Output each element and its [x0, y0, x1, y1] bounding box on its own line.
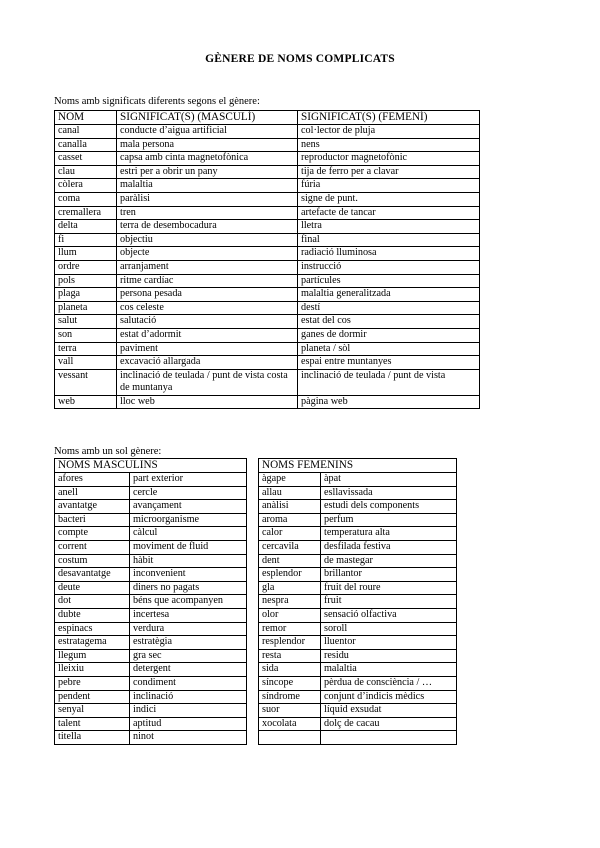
meaning-cell: aptitud	[130, 717, 247, 731]
femeni-cell: tija de ferro per a clavar	[298, 165, 480, 179]
nom-cell: clau	[55, 165, 117, 179]
meaning-cell: gra sec	[130, 649, 247, 663]
meaning-cell: soroll	[321, 622, 457, 636]
noun-cell	[259, 731, 321, 745]
meaning-cell: microorganisme	[130, 513, 247, 527]
table-row	[259, 622, 457, 636]
header-femenins: NOMS FEMENINS	[259, 459, 457, 473]
meaning-cell: incertesa	[130, 608, 247, 622]
header-femeni: SIGNIFICAT(S) (FEMENÍ)	[298, 111, 480, 125]
table-row	[55, 690, 247, 704]
meaning-cell: esllavissada	[321, 486, 457, 500]
table-row	[55, 595, 247, 609]
table-row	[259, 595, 457, 609]
meaning-cell: dolç de cacau	[321, 717, 457, 731]
noun-cell: espinacs	[55, 622, 130, 636]
feminine-nouns-table	[258, 458, 457, 745]
noun-cell: deute	[55, 581, 130, 595]
nom-cell: canalla	[55, 138, 117, 152]
nom-cell: salut	[55, 315, 117, 329]
noun-cell: costum	[55, 554, 130, 568]
table-row	[259, 568, 457, 582]
table-row	[55, 233, 480, 247]
nom-cell: vall	[55, 356, 117, 370]
meaning-cell: càlcul	[130, 527, 247, 541]
nom-cell: web	[55, 395, 117, 409]
femeni-cell: espai entre muntanyes	[298, 356, 480, 370]
meaning-cell: verdura	[130, 622, 247, 636]
nom-cell: planeta	[55, 301, 117, 315]
masculi-cell: inclinació de teulada / punt de vista costa de muntanya	[117, 369, 298, 395]
table-header-row	[55, 111, 480, 125]
femeni-cell: lletra	[298, 220, 480, 234]
table-row	[55, 260, 480, 274]
masculi-cell: capsa amb cinta magnetofònica	[117, 152, 298, 166]
nom-cell: plaga	[55, 288, 117, 302]
femeni-cell: fúria	[298, 179, 480, 193]
noun-cell: talent	[55, 717, 130, 731]
meaning-cell: moviment de fluid	[130, 540, 247, 554]
femeni-cell: ganes de dormir	[298, 328, 480, 342]
meaning-cell	[321, 731, 457, 745]
table-header-row	[55, 459, 247, 473]
nom-cell: cremallera	[55, 206, 117, 220]
table-row	[259, 500, 457, 514]
table-row	[55, 315, 480, 329]
nom-cell: ordre	[55, 260, 117, 274]
femeni-cell: artefacte de tancar	[298, 206, 480, 220]
table-row	[259, 581, 457, 595]
noun-cell: suor	[259, 704, 321, 718]
table-row	[259, 663, 457, 677]
noun-cell: síndrome	[259, 690, 321, 704]
table-row	[55, 125, 480, 139]
table-row	[55, 568, 247, 582]
masculi-cell: malaltia	[117, 179, 298, 193]
table-row	[259, 473, 457, 487]
table-row	[55, 356, 480, 370]
noun-cell: estratagema	[55, 636, 130, 650]
masculi-cell: conducte d’aigua artificial	[117, 125, 298, 139]
femeni-cell: malaltia generalitzada	[298, 288, 480, 302]
meaning-cell: fruit del roure	[321, 581, 457, 595]
nom-cell: fi	[55, 233, 117, 247]
noun-cell: remor	[259, 622, 321, 636]
masculi-cell: paràlisi	[117, 192, 298, 206]
table-row	[55, 274, 480, 288]
meaning-cell: malaltia	[321, 663, 457, 677]
table-header-row	[259, 459, 457, 473]
masculi-cell: ritme cardíac	[117, 274, 298, 288]
noun-cell: aroma	[259, 513, 321, 527]
table-row	[259, 527, 457, 541]
table-row	[55, 206, 480, 220]
masculi-cell: arranjament	[117, 260, 298, 274]
table-row	[55, 717, 247, 731]
meaning-cell: conjunt d’indicis mèdics	[321, 690, 457, 704]
noun-cell: lleixiu	[55, 663, 130, 677]
noun-cell: bacteri	[55, 513, 130, 527]
table-row	[259, 690, 457, 704]
nom-cell: canal	[55, 125, 117, 139]
table-row	[55, 540, 247, 554]
noun-cell: calor	[259, 527, 321, 541]
masculi-cell: excavació allargada	[117, 356, 298, 370]
table-row	[55, 704, 247, 718]
noun-cell: llegum	[55, 649, 130, 663]
masculi-cell: objectiu	[117, 233, 298, 247]
masculi-cell: cos celeste	[117, 301, 298, 315]
femeni-cell: inclinació de teulada / punt de vista	[298, 369, 480, 395]
section1-label: Noms amb significats diferents segons el gènere:	[54, 96, 260, 107]
noun-cell: desavantatge	[55, 568, 130, 582]
masculi-cell: persona pesada	[117, 288, 298, 302]
meaning-cell: part exterior	[130, 473, 247, 487]
meaning-cell: béns que acompanyen	[130, 595, 247, 609]
table-row	[55, 152, 480, 166]
table-row	[55, 527, 247, 541]
noun-cell: afores	[55, 473, 130, 487]
femeni-cell: pàgina web	[298, 395, 480, 409]
noun-cell: senyal	[55, 704, 130, 718]
femeni-cell: signe de punt.	[298, 192, 480, 206]
noun-cell: olor	[259, 608, 321, 622]
table-row	[259, 540, 457, 554]
table-row	[55, 288, 480, 302]
table-row	[55, 192, 480, 206]
meaning-cell: cercle	[130, 486, 247, 500]
nom-cell: coma	[55, 192, 117, 206]
nom-cell: terra	[55, 342, 117, 356]
meaning-cell: inclinació	[130, 690, 247, 704]
noun-cell: xocolata	[259, 717, 321, 731]
noun-cell: resplendor	[259, 636, 321, 650]
noun-cell: dot	[55, 595, 130, 609]
masculi-cell: salutació	[117, 315, 298, 329]
table-row	[55, 369, 480, 395]
header-masculi: SIGNIFICAT(S) (MASCULÍ)	[117, 111, 298, 125]
table-row	[55, 731, 247, 745]
meaning-cell: residu	[321, 649, 457, 663]
femeni-cell: instrucció	[298, 260, 480, 274]
masculi-cell: terra de desembocadura	[117, 220, 298, 234]
meaning-cell: brillantor	[321, 568, 457, 582]
meaning-cell: hàbit	[130, 554, 247, 568]
table-row	[259, 704, 457, 718]
femeni-cell: reproductor magnetofònic	[298, 152, 480, 166]
nom-cell: pols	[55, 274, 117, 288]
table-row	[259, 731, 457, 745]
table-row	[55, 247, 480, 261]
nom-cell: còlera	[55, 179, 117, 193]
noun-cell: anell	[55, 486, 130, 500]
table-row	[55, 500, 247, 514]
noun-cell: resta	[259, 649, 321, 663]
femeni-cell: radiació lluminosa	[298, 247, 480, 261]
meaning-cell: desfilada festiva	[321, 540, 457, 554]
meaning-cell: de mastegar	[321, 554, 457, 568]
femeni-cell: destí	[298, 301, 480, 315]
nom-cell: delta	[55, 220, 117, 234]
meaning-cell: fruit	[321, 595, 457, 609]
table-row	[55, 622, 247, 636]
noun-cell: compte	[55, 527, 130, 541]
meaning-cell: diners no pagats	[130, 581, 247, 595]
noun-cell: gla	[259, 581, 321, 595]
table-row	[55, 486, 247, 500]
noun-cell: nespra	[259, 595, 321, 609]
masculi-cell: paviment	[117, 342, 298, 356]
nom-cell: vessant	[55, 369, 117, 395]
table-row	[55, 473, 247, 487]
meaning-cell: líquid exsudat	[321, 704, 457, 718]
table-row	[55, 676, 247, 690]
femeni-cell: partícules	[298, 274, 480, 288]
meaning-cell: inconvenient	[130, 568, 247, 582]
meaning-cell: condiment	[130, 676, 247, 690]
meaning-cell: sensació olfactiva	[321, 608, 457, 622]
meaning-cell: lluentor	[321, 636, 457, 650]
femeni-cell: final	[298, 233, 480, 247]
meaning-cell: perfum	[321, 513, 457, 527]
masculi-cell: objecte	[117, 247, 298, 261]
header-nom: NOM	[55, 111, 117, 125]
masculi-cell: estri per a obrir un pany	[117, 165, 298, 179]
nom-cell: llum	[55, 247, 117, 261]
noun-cell: anàlisi	[259, 500, 321, 514]
noun-cell: dubte	[55, 608, 130, 622]
meaning-cell: temperatura alta	[321, 527, 457, 541]
table-row	[55, 663, 247, 677]
table-row	[259, 608, 457, 622]
noun-cell: allau	[259, 486, 321, 500]
meaning-cell: estudi dels components	[321, 500, 457, 514]
noun-cell: dent	[259, 554, 321, 568]
table-row	[55, 636, 247, 650]
noun-cell: esplendor	[259, 568, 321, 582]
femeni-cell: estat del cos	[298, 315, 480, 329]
meaning-cell: estratègia	[130, 636, 247, 650]
table-row	[259, 676, 457, 690]
table-row	[55, 554, 247, 568]
table-row	[55, 513, 247, 527]
masculi-cell: mala persona	[117, 138, 298, 152]
meaning-cell: avançament	[130, 500, 247, 514]
noun-cell: pendent	[55, 690, 130, 704]
table-row	[259, 486, 457, 500]
meaning-cell: àpat	[321, 473, 457, 487]
table-row	[55, 179, 480, 193]
table-row	[55, 220, 480, 234]
table-row	[259, 636, 457, 650]
noun-cell: pebre	[55, 676, 130, 690]
section2-label: Noms amb un sol gènere:	[54, 446, 162, 457]
masculi-cell: estat d’adormit	[117, 328, 298, 342]
table-row	[55, 328, 480, 342]
meaning-cell: indici	[130, 704, 247, 718]
noun-cell: corrent	[55, 540, 130, 554]
header-masculins: NOMS MASCULINS	[55, 459, 247, 473]
noun-cell: cercavila	[259, 540, 321, 554]
femeni-cell: nens	[298, 138, 480, 152]
table-row	[259, 649, 457, 663]
table-row	[259, 717, 457, 731]
noun-cell: sida	[259, 663, 321, 677]
meaning-cell: ninot	[130, 731, 247, 745]
meaning-cell: detergent	[130, 663, 247, 677]
table-row	[55, 581, 247, 595]
masculine-nouns-table	[54, 458, 247, 745]
noun-cell: titella	[55, 731, 130, 745]
table-row	[55, 301, 480, 315]
table-row	[259, 513, 457, 527]
table-row	[55, 165, 480, 179]
meaning-cell: pèrdua de consciència / …	[321, 676, 457, 690]
table-row	[259, 554, 457, 568]
table-row	[55, 342, 480, 356]
noun-cell: síncope	[259, 676, 321, 690]
noun-cell: àgape	[259, 473, 321, 487]
table-row	[55, 138, 480, 152]
gender-meaning-table	[54, 110, 480, 409]
femeni-cell: col·lector de pluja	[298, 125, 480, 139]
nom-cell: son	[55, 328, 117, 342]
noun-cell: avantatge	[55, 500, 130, 514]
table-row	[55, 649, 247, 663]
table-row	[55, 608, 247, 622]
table-row	[55, 395, 480, 409]
masculi-cell: tren	[117, 206, 298, 220]
femeni-cell: planeta / sòl	[298, 342, 480, 356]
page-title: GÈNERE DE NOMS COMPLICATS	[205, 53, 395, 65]
nom-cell: casset	[55, 152, 117, 166]
masculi-cell: lloc web	[117, 395, 298, 409]
